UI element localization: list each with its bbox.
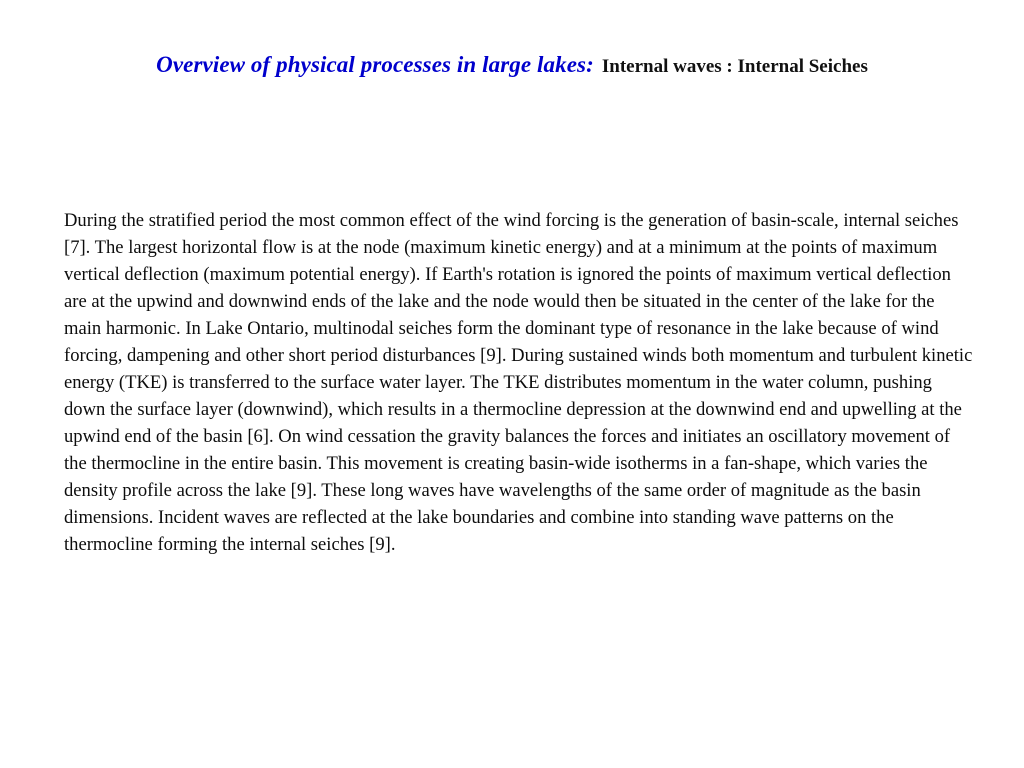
body-paragraph: During the stratified period the most common effect of the wind forcing is the generation of basin-scale, internal seiches [7]. The largest horizontal flow is at the node (maximum kinetic energy) and at a minimum at the points of maximum vertical deflection (maximum potential energy). If Earth's rotation is ignored the points of maximum vertical deflection are at the upwind and downwind ends of the lake and the node would then be situated in the center of the lake for the main harmonic. In Lake Ontario, multinodal seiches form the dominant type of resonance in the lake because of wind forcing, dampening and other short period disturbances [9]. During sustained winds both momentum and turbulent kinetic energy (TKE) is transferred to the surface water layer. The TKE distributes momentum in the water column, pushing down the surface layer (downwind), which results in a thermocline depression at the downwind end and upwelling at the upwind end of the basin [6]. On wind cessation the gravity balances the forces and initiates an oscillatory movement of the thermocline in the entire basin. This movement is creating basin-wide isotherms in a fan-shape, which varies the density profile across the lake [9]. These long waves have wavelengths of the same order of magnitude as the basin dimensions. Incident waves are reflected at the lake boundaries and combine into standing wave patterns on the thermocline forming the internal seiches [9]. [64,210,973,555]
slide-title-subtitle: Internal waves : Internal Seiches [601,56,868,77]
slide-title [0,52,1024,78]
slide-title-main: Overview of physical processes in large lakes: [156,52,594,77]
slide-body [64,207,976,558]
